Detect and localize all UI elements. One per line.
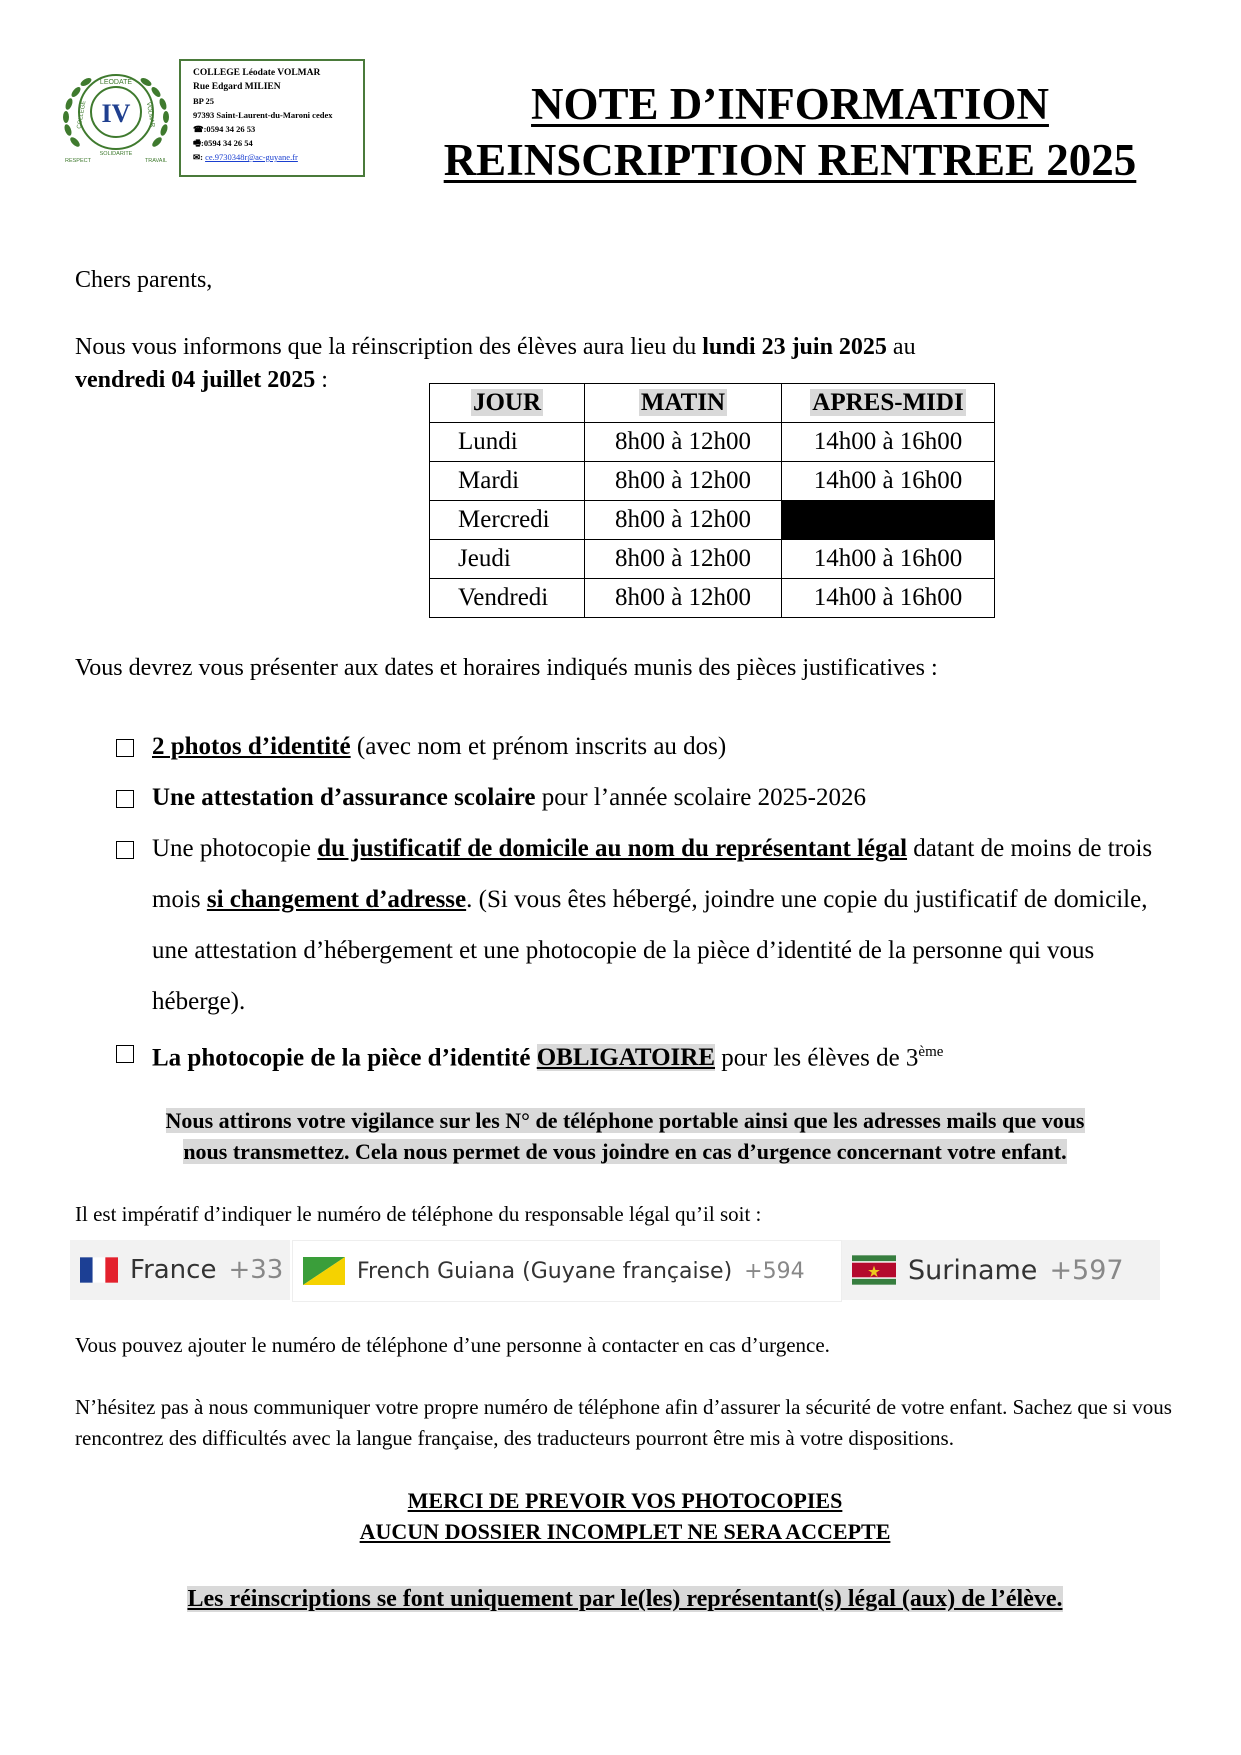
documents-intro: Vous devrez vous présenter aux dates et horaires indiqués munis des pièces justificatives : [75,655,938,681]
suriname-flag-icon [852,1255,896,1285]
fax-icon: 🖷: [193,138,204,148]
list-item: Une photocopie du justificatif de domicile au nom du représentant légal datant de moins de trois mois si changement d’adresse. (Si vous êtes hébergé, joindre une copie du justificatif de domicile, une attestation d’hébergement et une photocopie de la pièce d’identité de la personne qui vous héberge). [112,823,1182,1027]
emergency-contact-text: Vous pouvez ajouter le numéro de téléphone d’une personne à contacter en cas d’urgence. [75,1333,830,1357]
school-email-link[interactable]: ce.9730348r@ac-guyane.fr [205,152,298,162]
school-address-box [179,59,365,177]
row-day: Mardi [430,462,585,501]
row-morning: 8h00 à 12h00 [585,501,782,540]
table-row [430,540,995,579]
row-day: Lundi [430,423,585,462]
school-bp: BP 25 [193,96,215,106]
greeting: Chers parents, [75,267,213,293]
list-item: La photocopie de la pièce d’identité OBLIGATOIRE pour les élèves de 3ème [112,1027,1182,1083]
row-morning: 8h00 à 12h00 [585,462,782,501]
document-checklist [112,721,1182,1083]
svg-text:RESPECT: RESPECT [65,158,91,164]
country-suriname: Suriname +597 [842,1240,1160,1300]
row-morning: 8h00 à 12h00 [585,540,782,579]
school-name: COLLEGE Léodate VOLMAR [193,68,321,78]
row-afternoon: 14h00 à 16h00 [782,462,995,501]
end-date: vendredi 04 juillet 2025 [75,367,316,393]
email-icon: ✉: [193,152,203,162]
row-morning: 8h00 à 12h00 [585,423,782,462]
country-french-guiana: French Guiana (Guyane française) +594 [292,1240,842,1302]
list-item: Une attestation d’assurance scolaire pour l’année scolaire 2025-2026 [112,772,1182,823]
row-day: Mercredi [430,501,585,540]
svg-text:SOLIDARITE: SOLIDARITE [99,151,133,157]
french-guiana-flag-icon [303,1257,345,1285]
merci-line-1: MERCI DE PREVOIR VOS PHOTOCOPIES [407,1488,843,1513]
table-row [430,501,995,540]
checkbox[interactable] [116,841,134,859]
row-morning: 8h00 à 12h00 [585,579,782,618]
final-notice: Les réinscriptions se font uniquement par le(les) représentant(s) légal (aux) de l’élève. [187,1586,1063,1612]
table-row [430,462,995,501]
checkbox[interactable] [116,790,134,808]
france-flag-icon [80,1255,118,1285]
country-france: France +33 [70,1240,290,1300]
country-codes-strip [70,1240,1160,1302]
svg-text:LEODATE: LEODATE [99,79,133,86]
title-line-1: NOTE D’INFORMATION [531,79,1049,129]
checkbox[interactable] [116,739,134,757]
start-date: lundi 23 juin 2025 [702,334,887,360]
row-afternoon-closed [782,501,995,540]
contact-paragraph: N’hésitez pas à nous communiquer votre propre numéro de téléphone afin d’assurer la sécurité de votre enfant. Sachez que si vous rencontrez des difficultés avec la langue française, des traducteurs pourront être mis à votre dispositions. [75,1395,1172,1450]
intro-paragraph: Nous vous informons que la réinscription des élèves aura lieu du lundi 23 juin 2025 au vendredi 04 juillet 2025 : [75,334,916,393]
list-item: 2 photos d’identité (avec nom et prénom inscrits au dos) [112,721,1182,772]
school-logo [56,62,176,172]
phone-icon: ☎: [193,124,207,134]
title-line-2: REINSCRIPTION RENTREE 2025 [443,135,1137,185]
svg-text:TRAVAIL: TRAVAIL [144,158,168,164]
phone-vigilance-warning: Nous attirons votre vigilance sur les N° de téléphone portable ainsi que les adresses mails que vous nous transmettez. Cela nous permet de vous joindre en cas d’urgence concernant votre enfant. [165,1108,1085,1164]
row-afternoon: 14h00 à 16h00 [782,540,995,579]
logo-initials: IV [101,99,131,128]
schedule-table [429,383,995,618]
row-day: Vendredi [430,579,585,618]
merci-line-2: AUCUN DOSSIER INCOMPLET NE SERA ACCEPTE [359,1519,891,1544]
header-jour: JOUR [430,384,585,423]
row-day: Jeudi [430,540,585,579]
school-street: Rue Edgard MILIEN [193,82,281,92]
imperatif-text: Il est impératif d’indiquer le numéro de téléphone du responsable légal qu’il soit : [75,1202,762,1226]
page-title [430,76,1150,188]
school-city: 97393 Saint-Laurent-du-Maroni cedex [193,110,333,120]
row-afternoon: 14h00 à 16h00 [782,423,995,462]
row-afternoon: 14h00 à 16h00 [782,579,995,618]
table-row [430,579,995,618]
table-row [430,423,995,462]
school-phone-1: 0594 34 26 53 [206,124,256,134]
checkbox[interactable] [116,1045,134,1063]
svg-text:VOLMAR: VOLMAR [144,101,156,128]
svg-text:COLLEGE: COLLEGE [76,100,88,130]
school-phone-2: 0594 34 26 54 [203,138,253,148]
photocopy-notice [75,1485,1175,1547]
table-header-row [430,384,995,423]
header-matin: MATIN [585,384,782,423]
header-apres-midi: APRES-MIDI [782,384,995,423]
